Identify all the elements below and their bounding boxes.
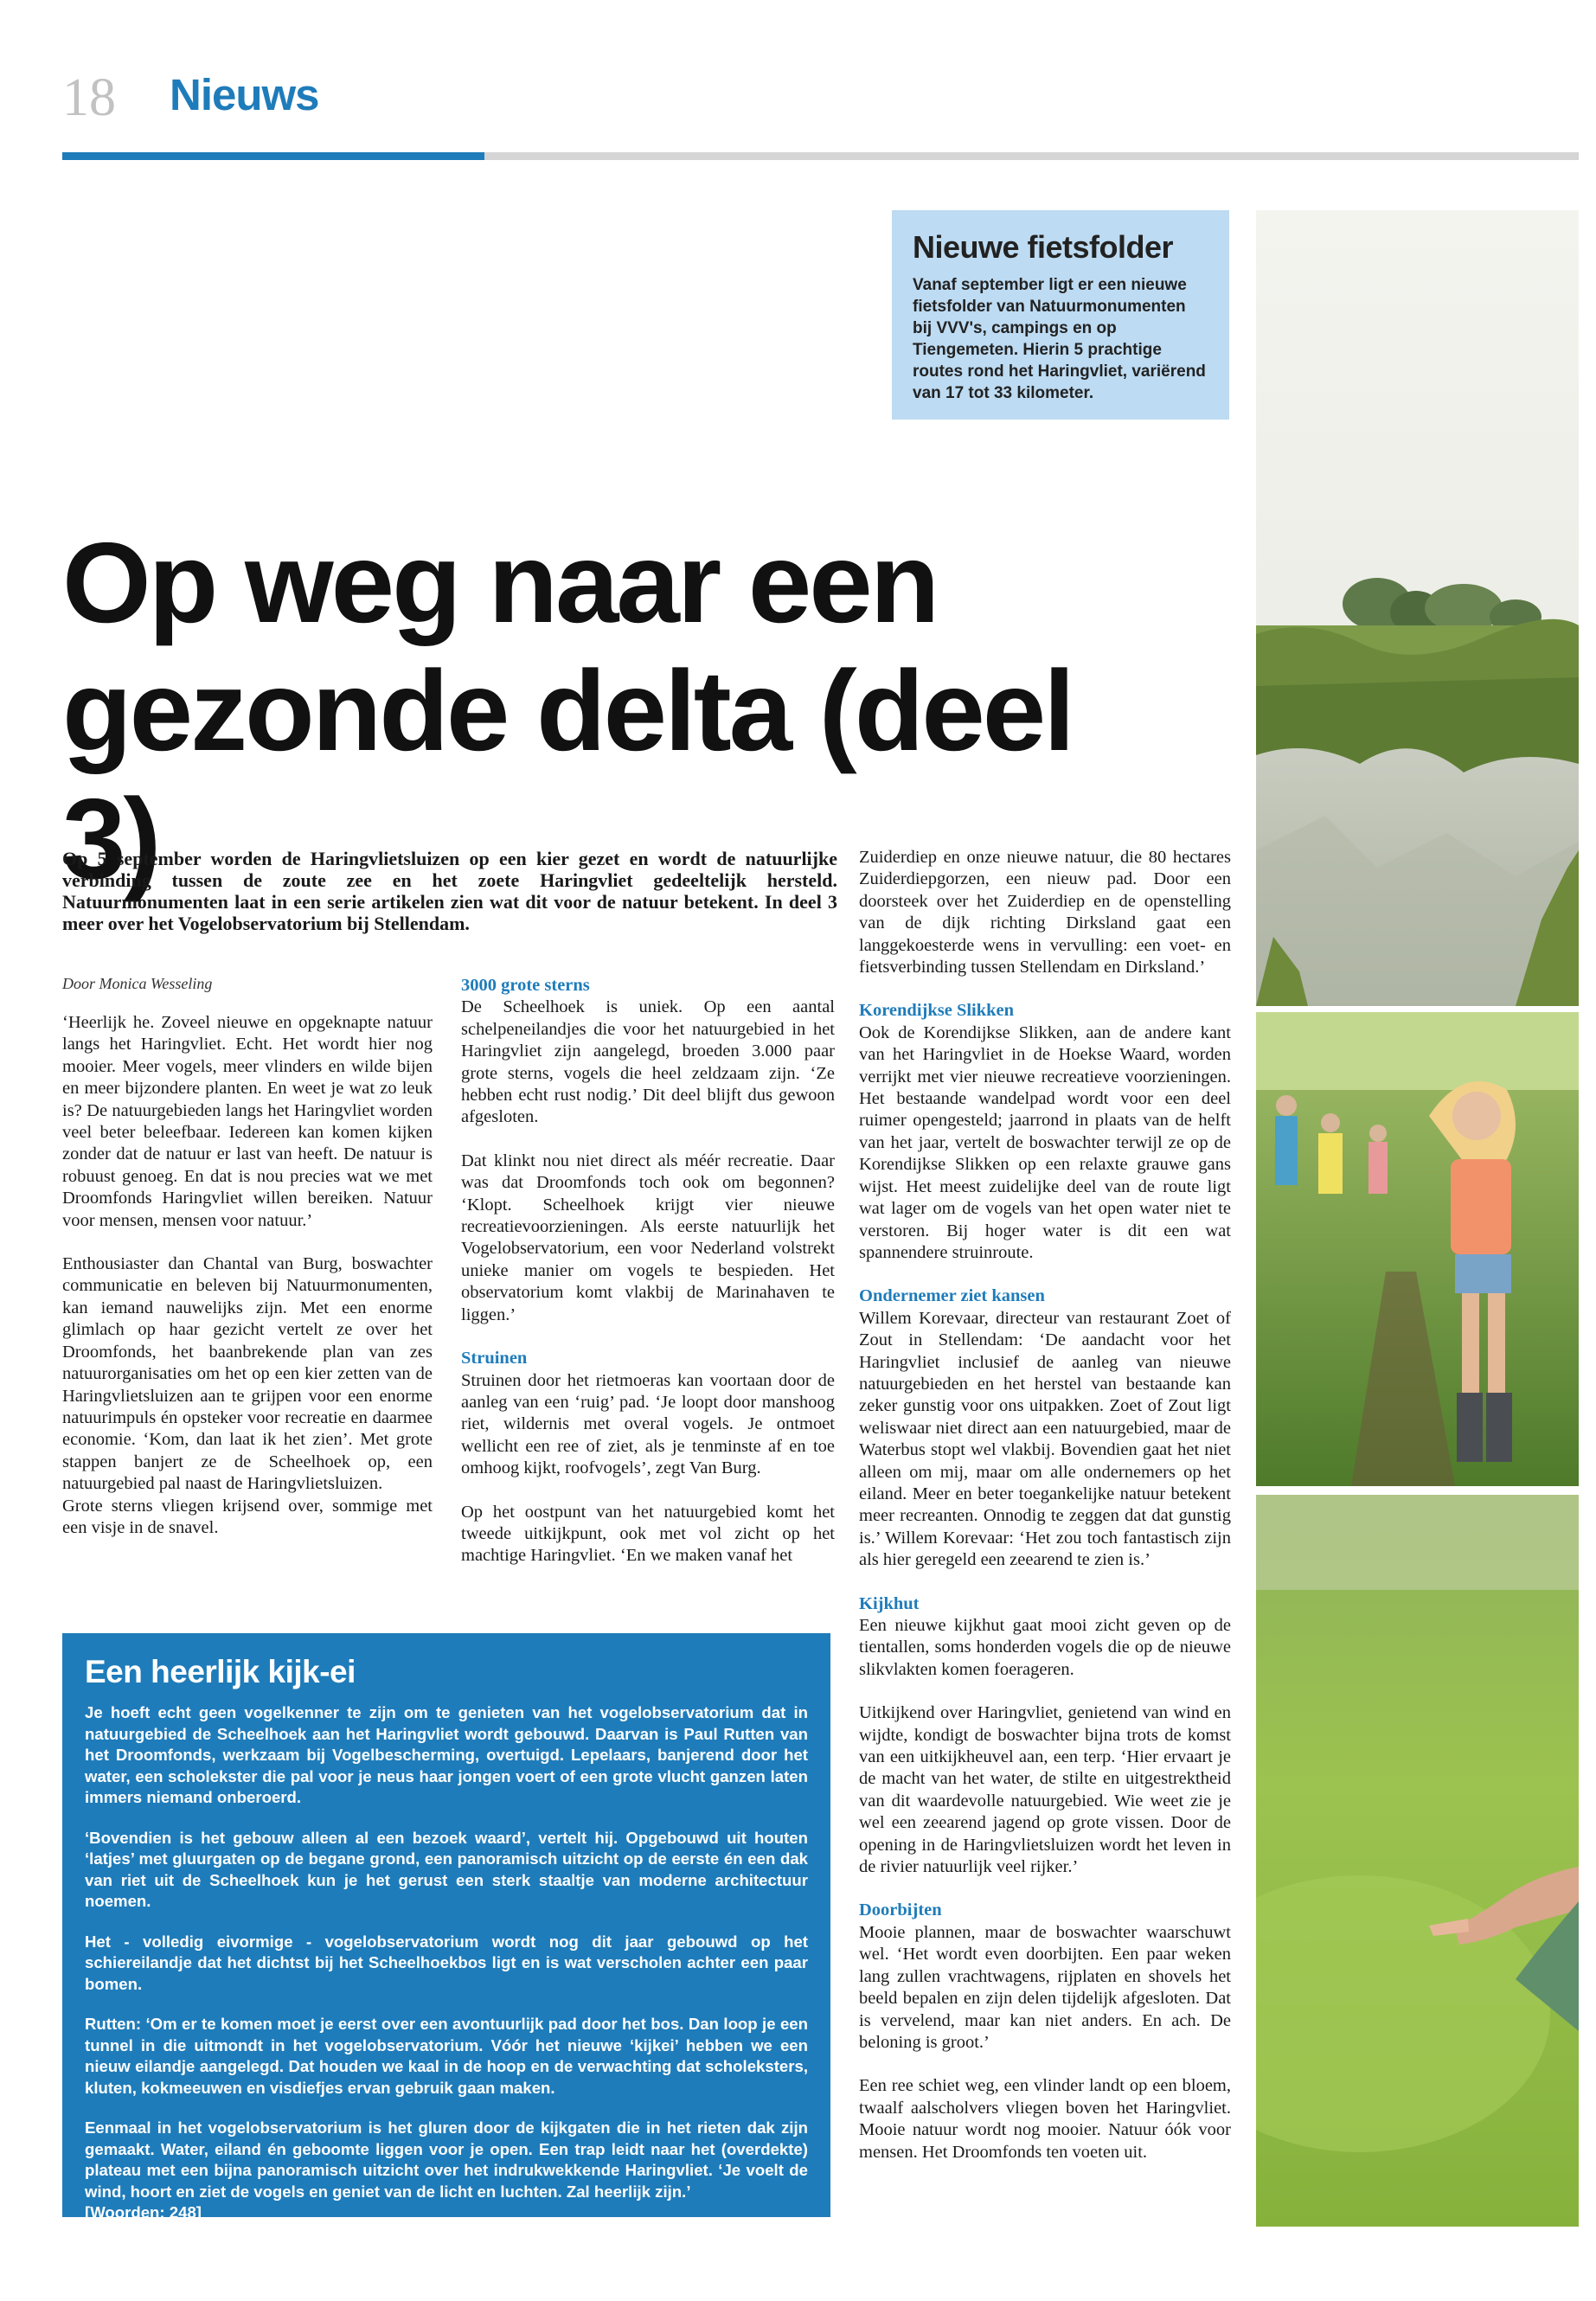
headline-line-1: Op weg naar een (62, 519, 938, 646)
pointing-hand-image (1256, 1495, 1579, 2227)
paragraph: De Scheelhoek is uniek. Op een aantal schelpeneilandjes die voor het natuurgebied in het Haringvliet zijn aangelegd, broeden 3.000 paar grote sterns, vogels die heel zeldzaam zijn. ‘Ze hebben echt rust nodig.’ Dit deel blijft dus gewoon afgesloten. (461, 997, 835, 1127)
subheading: Doorbijten (859, 1900, 942, 1920)
subheading: Korendijkse Slikken (859, 1001, 1015, 1021)
kijkei-paragraph: Het - volledig eivormige - vogelobservatorium wordt nog dit jaar gebouwd op het schiereilandje dat het dichtst bij het Scheelhoekbos ligt en is wat verscholen achter een paar bomen. (85, 1932, 808, 1993)
paragraph: Mooie plannen, maar de boswachter waarschuwt wel. ‘Het wordt even doorbijten. Een paar weken lang zullen vrachtwagens, rijplaten en shovels het beeld bepalen en zijn delen tijdelijk afgesloten. Dat is vervelend, maar kan niet anders. En ach. De beloning is groot.’ (859, 1922, 1231, 2052)
photo-walkers (1256, 1012, 1579, 1486)
sidebar-body: Vanaf september ligt er een nieuwe fietsfolder van Natuurmonumenten bij VVV's, campings en op Tiengemeten. Hierin 5 prachtige routes rond het Haringvliet, variërend van 17 tot 33 kilometer. (913, 276, 1206, 402)
paragraph: Enthousiaster dan Chantal van Burg, boswachter communicatie en beleven bij Natuurmonumenten, kan iemand nauwelijks zijn. Met een enorme glimlach op haar gezicht vertelt ze over het Droomfonds, het baanbrekende plan van zes natuurorganisaties om het op een kier zetten van de Haringvlietsluizen aan te grijpen voor een enorme natuurimpuls én opsteker voor recreatie en daarmee economie. ‘Kom, dan laat ik het zien’. Met grote stappen banjert ze de Scheelhoek op, een natuurgebied pal naast de Haringvlietsluizen. (62, 1254, 433, 1494)
subheading: Ondernemer ziet kansen (859, 1286, 1045, 1306)
paragraph: Struinen door het rietmoeras kan voortaan door de aanleg van een ‘ruig’ pad. ‘Je loopt door manshoog riet, wildernis met overal vogels. Je ontmoet wellicht een ree of ziet, als je tenminste af en toe omhoog kijkt, roofvogels’, zegt Van Burg. (461, 1370, 835, 1478)
kijkei-paragraph: Je hoeft echt geen vogelkenner te zijn om te genieten van het vogelobservatorium dat in natuurgebied de Scheelhoek aan het Haringvliet wordt gebouwd. Daarvan is Paul Rutten van het Droomfonds, werkzaam bij Vogelbescherming, overtuigd. Lepelaars, banjerend door het water, een scholekster die pal voor je neus haar jongen voert of een grote vlucht ganzen laten immers niemand onberoerd. (85, 1703, 808, 1806)
photo-pointing-hand (1256, 1495, 1579, 2227)
paragraph: Willem Korevaar, directeur van restaurant Zoet of Zout in Stellendam: ‘De aandacht voor het Haringvliet inclusief de aanleg van nieuwe natuurgebieden en het herstel van bestaande kan zeker gunstig voor ons uitpakken. Zoet of Zout ligt weliswaar niet direct aan een natuurgebied, maar de Waterbus stopt wel vlakbij. Bovendien gaat het niet alleen om mij, maar om alle ondernemers op het eiland. Meer en beter toegankelijke natuur betekent meer recreanten. Onnodig te zeggen dat dat gunstig is.’ Willem Korevaar: ‘Het zou toch fantastisch zijn als hier geregeld een zeearend te zien is.’ (859, 1308, 1231, 1570)
paragraph: Ook de Korendijkse Slikken, aan de andere kant van het Haringvliet in de Hoekse Waard, worden verrijkt met vier nieuwe recreatieve voorzieningen. Het bestaande wandelpad wordt voor een deel ruimer opengesteld; jaarrond in plaats van de helft van het jaar, vertelt de boswachter terwijl ze op de Korendijkse Slikken op een relaxte grauwe gans wijst. Het meest zuidelijke deel van de route ligt wat lager om de vogels van het open water niet te verstoren. Bij hoger water is dit een wat spannendere struinroute. (859, 1022, 1231, 1262)
column-2 (461, 975, 835, 1589)
subheading: 3000 grote sterns (461, 976, 590, 995)
headline-line-2: gezonde delta (deel 3) (62, 647, 1073, 902)
column-1 (62, 1012, 433, 1561)
article-headline (62, 519, 1187, 903)
byline: Door Monica Wesseling (62, 975, 213, 992)
paragraph: Dat klinkt nou niet direct als méér recreatie. Daar was dat Droomfonds toch ook om begonnen? ‘Klopt. Scheelhoek krijgt vier nieuwe recreatievoorzieningen. Als eerste natuurlijk het Vogelobservatorium, een voor Nederland volstrekt unieke manier om vogels te bespieden. Het observatorium komt vlakbij de Marinahaven te liggen.’ (461, 1150, 835, 1324)
page-number: 18 (62, 68, 116, 127)
kijkei-wordcount: [Woorden: 248] (85, 2203, 202, 2221)
sidebar-title: Nieuwe fietsfolder (913, 229, 1174, 265)
sidebar-fietsfolder (892, 210, 1229, 420)
subheading: Struinen (461, 1349, 528, 1368)
kijkei-paragraph: ‘Bovendien is het gebouw alleen al een bezoek waard’, vertelt hij. Opgebouwd uit houten ‘latjes’ met gluurgaten op de begane grond, een panoramisch uitzicht op de eerste én een dak van riet uit de Scheelhoek kun je het gerust een sterk staaltje van moderne architectuur noemen. (85, 1828, 808, 1910)
section-title: Nieuws (170, 70, 319, 119)
kijkei-title: Een heerlijk kijk-ei (85, 1654, 356, 1689)
kijkei-box (62, 1633, 830, 2221)
paragraph: Een ree schiet weg, een vlinder landt op een bloem, twaalf aalscholvers vliegen boven het Haringvliet. Mooie natuur wordt nog mooier. Natuur óók voor mensen. Het Droomfonds ten voeten uit. (859, 2076, 1231, 2162)
paragraph: Een nieuwe kijkhut gaat mooi zicht geven op de tientallen, soms honderden vogels die op de nieuwe slikvlakten komen foerageren. (859, 1616, 1231, 1679)
paragraph: ‘Heerlijk he. Zoveel nieuwe en opgeknapte natuur langs het Haringvliet. Echt. Het wordt hier nog mooier. Meer vogels, meer vlinders en wilde bijen en meer bijzondere planten. En weet je wat zo leuk is? De natuurgebieden langs het Haringvliet worden veel beter beleefbaar. Iedereen kan komen kijken zonder dat de natuur er last van heeft. De natuur is robuust genoeg. En dat is nou precies wat we met Droomfonds Haringvliet willen bereiken. Natuur voor mensen, mensen voor natuur.’ (62, 1013, 433, 1230)
subheading: Kijkhut (859, 1593, 920, 1613)
header-rule-accent (62, 152, 484, 160)
marsh-image (1256, 210, 1579, 1006)
article-intro: Op 5 september worden de Haringvlietsluizen op een kier gezet en wordt de natuurlijke verbinding tussen de zoute zee en het zoete Haringvliet gedeeltelijk hersteld. Natuurmonumenten laat in een serie artikelen zien wat dit voor de natuur betekent. In deel 3 meer over het Vogelobservatorium bij Stellendam. (62, 848, 837, 934)
kijkei-paragraph: Rutten: ‘Om er te komen moet je eerst over een avontuurlijk pad door het bos. Dan loop je een tunnel in die uitmondt in het vogelobservatorium. Vóór het nieuwe ‘kijkei’ hebben we een nieuw eilandje aangelegd. Dat houden we kaal in de hoop en de verwachting dat scholeksters, kluten, kokmeeuwen en visdiefjes ervan gebruik gaan maken. (85, 2015, 808, 2097)
walkers-image (1256, 1012, 1579, 1486)
column-3 (859, 847, 1231, 2185)
paragraph: Grote sterns vliegen krijsend over, sommige met een visje in de snavel. (62, 1496, 433, 1537)
paragraph: Zuiderdiep en onze nieuwe natuur, die 80 hectares Zuiderdiepgorzen, een nieuw pad. Door een doorsteek over het Zuiderdiep en de openstelling van de dijk richting Dirksland gaat een langgekoesterde wens in vervulling: een voet- en fietsverbinding tussen Stellendam en Dirksland.’ (859, 848, 1231, 977)
paragraph: Op het oostpunt van het natuurgebied komt het tweede uitkijkpunt, ook met vol zicht op het machtige Haringvliet. ‘En we maken vanaf het (461, 1502, 835, 1566)
paragraph: Uitkijkend over Haringvliet, genietend van wind en wijdte, kondigt de boswachter bijna trots de komst van een uitkijkheuvel aan, een terp. ‘Hier ervaart je de macht van het water, de stilte en uitgestrektheid van dit waardevolle natuurgebied. Wie weet zie je wel een zeearend jagend op grote vissen. Door de opening in de Haringvlietsluizen wordt het leven in de rivier natuurlijk veel rijker.’ (859, 1703, 1231, 1877)
photo-marsh-landscape (1256, 210, 1579, 1006)
kijkei-paragraph: Eenmaal in het vogelobservatorium is het gluren door de kijkgaten die in het rieten dak zijn gemaakt. Water, eiland én geboomte liggen voor je open. Een trap leidt naar het (overdekte) plateau met een bijna panoramisch uitzicht over het indrukwekkende Haringvliet. ‘Je voelt de wind, hoort en ziet de vogels en geniet van de licht en luchten. Zal heerlijk zijn.’ (85, 2118, 808, 2201)
